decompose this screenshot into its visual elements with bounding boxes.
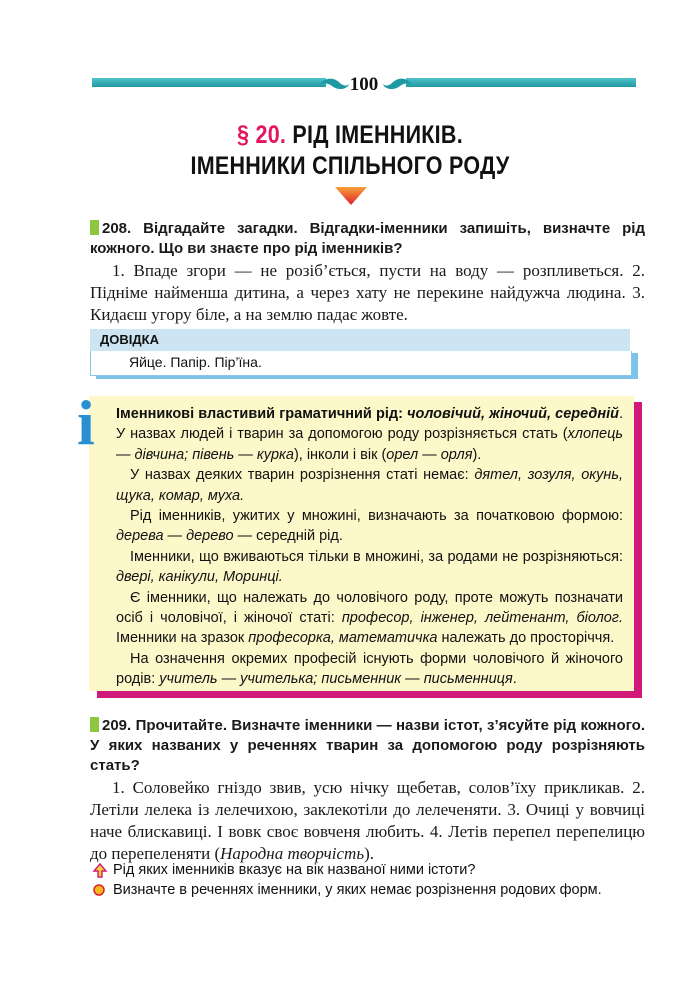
exercise-208-task: 208. Відгадайте загадки. Відгадки-іменники запишіть, визначте рід кожного. Що ви знаєте про рід іменників? xyxy=(90,220,645,257)
task-dot-icon xyxy=(92,881,108,899)
source-attribution: Народна творчість xyxy=(220,844,365,863)
reference-answers: Яйце. Папір. Пір’їна. xyxy=(90,351,632,376)
reference-label: ДОВІДКА xyxy=(90,329,630,351)
rule-paragraph: Іменникові властивий граматичний рід: чоловічий, жіночий, середній. У назвах людей і тварин за допомогою роду розрізняється стать (хлопець — дівчина; півень — курка), інколи і вік (орел — орля). xyxy=(116,406,623,463)
rule-paragraph: На означення окремих професій існують форми чоловічого й жіночого родів: учитель — учителька; письменник — письменниця. xyxy=(116,650,623,688)
section-title-line2: ІМЕННИКИ СПІЛЬНОГО РОДУ xyxy=(190,152,510,180)
section-title-line1: § 20. РІД ІМЕННИКІВ. xyxy=(237,121,463,149)
exercise-208-text: 1. Впаде згори — не розіб’ється, пусти на воду — розпливеться. 2. Підніме найменша дитина, а через хату не перекине найдужча людина. 3. Кидаєш угору біле, а на землю падає жовте. xyxy=(90,261,645,324)
section-number: § 20. xyxy=(237,121,287,149)
title-triangle-icon xyxy=(335,187,367,207)
rule-text xyxy=(116,404,623,690)
rule-paragraph: У назвах деяких тварин розрізнення статі немає: дятел, зозуля, окунь, щука, комар, муха. xyxy=(116,467,623,504)
rule-paragraph: Є іменники, що належать до чоловічого роду, проте можуть позначати осіб і чоловічої, і жіночої статі: професор, інженер, лейтенант, біолог. Іменники на зразок професорка, математичка належать до просторіччя. xyxy=(116,589,623,647)
info-icon: i xyxy=(77,387,95,458)
exercise-marker xyxy=(90,220,99,235)
page-number: 100 xyxy=(349,74,379,95)
exercise-marker xyxy=(90,717,99,732)
exercise-209-text: 1. Соловейко гніздо звив, усю нічку щебетав, солов’їху прикликав. 2. Летіли лелека із лелечихою, заклекотіли до лелеченяти. 3. Очиці у вовчиці наче блискавиці. І вовк своє вовченя любить. 4. Летів перепел перепелицю до перепеленяти (Народна творчість). xyxy=(90,778,645,863)
rule-paragraph: Іменники, що вживаються тільки в множині, за родами не розрізняються: двері, канікули, Моринці. xyxy=(116,548,623,586)
question-arrow-icon xyxy=(92,861,108,879)
exercise-209-task: 209. Прочитайте. Визначте іменники — назви істот, з’ясуйте рід кожного. У яких названих у реченнях тварин за допомогою роду розрізняють стать? xyxy=(90,717,646,774)
rule-paragraph: Рід іменників, ужитих у множині, визначають за початковою формою: дерева — дерево — середній рід. xyxy=(116,508,623,545)
page-header xyxy=(92,72,636,94)
